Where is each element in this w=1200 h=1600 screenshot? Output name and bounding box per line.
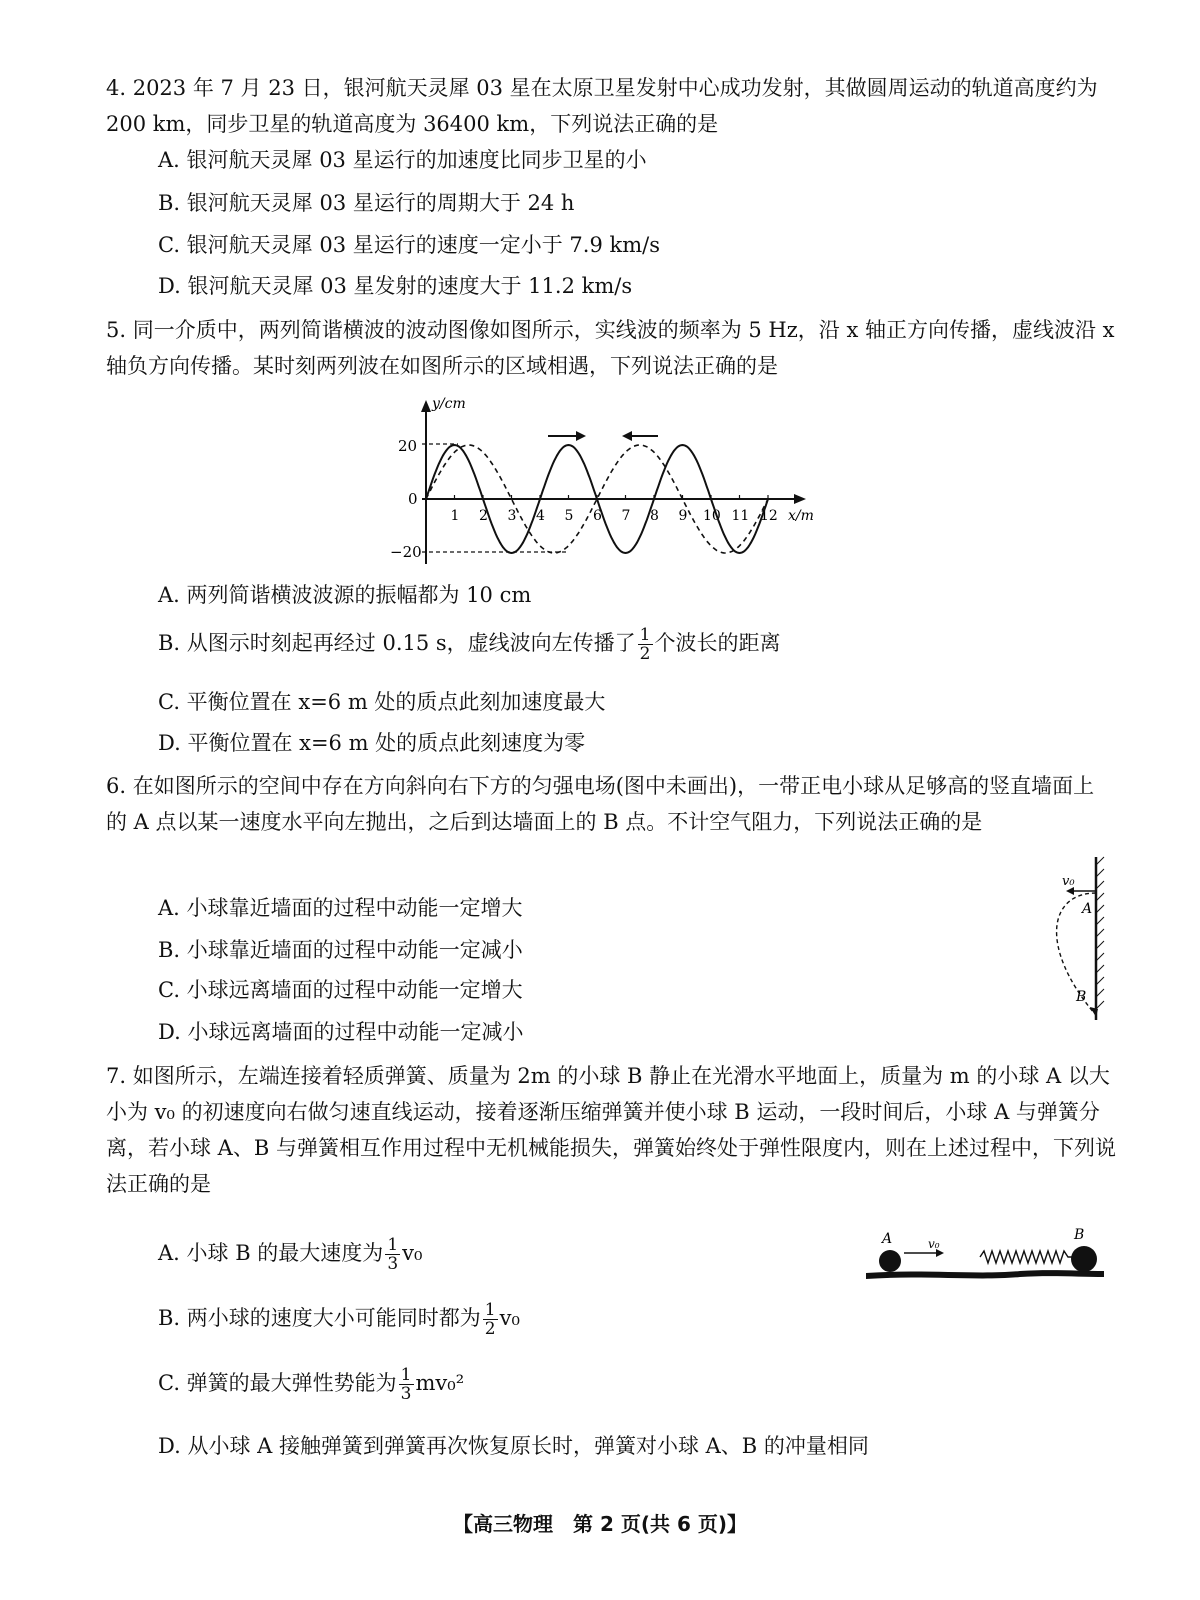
x-tick-label: 4 <box>536 508 545 524</box>
question-5-option-d: D. 平衡位置在 x=6 m 处的质点此刻速度为零 <box>158 731 586 755</box>
question-4-option-c: C. 银河航天灵犀 03 星运行的速度一定小于 7.9 km/s <box>158 233 660 257</box>
y-tick-minus-20: −20 <box>390 543 422 561</box>
x-tick-label: 3 <box>507 508 517 524</box>
question-5 <box>106 312 1116 384</box>
x-tick-label: 1 <box>450 508 460 524</box>
ground <box>866 1270 1104 1279</box>
question-7-option-c: C. 弹簧的最大弹性势能为 $\frac{1}{3}$ mv₀² <box>158 1365 465 1404</box>
point-a-label: A <box>1082 901 1093 917</box>
question-5-option-b: B. 从图示时刻起再经过 0.15 s，虚线波向左传播了 $\frac{1}{2}$ 个波长的距离 <box>158 625 781 664</box>
y-tick-20: 20 <box>398 437 418 455</box>
question-4-option-d: D. 银河航天灵犀 03 星发射的速度大于 11.2 km/s <box>158 274 633 298</box>
x-axis-label: x/m <box>788 508 814 524</box>
spring-balls-figure <box>860 1225 1110 1295</box>
fraction-one-third-c: $\frac{1}{3}$ <box>400 1365 412 1404</box>
question-6-option-c: C. 小球远离墙面的过程中动能一定增大 <box>158 978 523 1002</box>
wave-graph <box>378 392 828 572</box>
y-axis-label: y/cm <box>432 396 466 412</box>
x-axis-arrow <box>794 494 806 504</box>
fraction-one-half-b: $\frac{1}{2}$ <box>484 1300 496 1339</box>
ball-a-velocity-label: v₀ <box>928 1237 940 1251</box>
question-6 <box>106 768 1106 840</box>
x-tick-label: 10 <box>703 508 721 524</box>
question-6-option-d: D. 小球远离墙面的过程中动能一定减小 <box>158 1020 524 1044</box>
question-7-stem: 7. 如图所示，左端连接着轻质弹簧、质量为 2m 的小球 B 静止在光滑水平地面上，质量为 m 的小球 A 以大小为 v₀ 的初速度向右做匀速直线运动，接着逐渐压缩弹簧并使小球 B 运动，一段时间后，小球 A 与弹簧分离，若小球 A、B 与弹簧相互作用过程中无机械能损失，弹簧始终处于弹性限度内，则在上述过程中，下列说法正确的是 <box>106 1064 1116 1196</box>
question-6-stem: 6. 在如图所示的空间中存在方向斜向右下方的匀强电场(图中未画出)，一带正电小球从足够高的竖直墙面上的 A 点以某一速度水平向左抛出，之后到达墙面上的 B 点。不计空气阻力，下列说法正确的是 <box>106 774 1095 834</box>
question-4-option-a: A. 银河航天灵犀 03 星运行的加速度比同步卫星的小 <box>158 148 647 172</box>
question-5-stem: 5. 同一介质中，两列简谐横波的波动图像如图所示，实线波的频率为 5 Hz，沿 x 轴正方向传播，虚线波沿 x 轴负方向传播。某时刻两列波在如图所示的区域相遇，下列说法正确的是 <box>106 318 1115 378</box>
fraction-one-third: $\frac{1}{3}$ <box>387 1235 399 1274</box>
question-6-option-b: B. 小球靠近墙面的过程中动能一定减小 <box>158 938 523 962</box>
question-4 <box>106 70 1116 142</box>
question-7-option-d: D. 从小球 A 接触弹簧到弹簧再次恢复原长时，弹簧对小球 A、B 的冲量相同 <box>158 1434 869 1458</box>
initial-velocity-label: v₀ <box>1062 874 1075 889</box>
x-tick-label: 8 <box>650 508 659 524</box>
x-tick-label: 12 <box>760 508 778 524</box>
question-4-stem: 4. 2023 年 7 月 23 日，银河航天灵犀 03 星在太原卫星发射中心成功发射，其做圆周运动的轨道高度约为200 km，同步卫星的轨道高度为 36400 km，下列说法正确的是 <box>106 76 1098 136</box>
ball-b-label: B <box>1074 1227 1085 1243</box>
ball-a-label: A <box>882 1231 893 1247</box>
x-tick-label: 7 <box>621 508 631 524</box>
x-tick-label: 5 <box>564 508 574 524</box>
fraction-one-half: $\frac{1}{2}$ <box>639 625 651 664</box>
wall-trajectory-figure <box>1040 855 1120 1025</box>
y-tick-0: 0 <box>408 490 418 508</box>
question-5-option-a: A. 两列简谐横波波源的振幅都为 10 cm <box>158 583 532 607</box>
x-tick-label: 6 <box>593 508 602 524</box>
question-7 <box>106 1058 1116 1202</box>
y-axis-arrow <box>421 400 431 412</box>
question-7-option-a: A. 小球 B 的最大速度为 $\frac{1}{3}$ v₀ <box>158 1235 423 1274</box>
question-4-option-b: B. 银河航天灵犀 03 星运行的周期大于 24 h <box>158 191 575 215</box>
question-5-option-c: C. 平衡位置在 x=6 m 处的质点此刻加速度最大 <box>158 690 606 714</box>
ball-b <box>1071 1246 1097 1272</box>
spring <box>980 1251 1072 1263</box>
question-6-option-a: A. 小球靠近墙面的过程中动能一定增大 <box>158 896 523 920</box>
x-tick-label: 11 <box>731 508 750 524</box>
ball-a <box>879 1250 901 1272</box>
page-footer: 【高三物理 第 2 页(共 6 页)】 <box>453 1512 747 1536</box>
x-tick-label: 9 <box>678 508 688 524</box>
point-b-label: B <box>1076 989 1087 1005</box>
question-5-option-b-text: B. 从图示时刻起再经过 0.15 s，虚线波向左传播了 <box>158 631 636 655</box>
x-tick-label: 2 <box>479 508 488 524</box>
question-7-option-b: B. 两小球的速度大小可能同时都为 $\frac{1}{2}$ v₀ <box>158 1300 520 1339</box>
